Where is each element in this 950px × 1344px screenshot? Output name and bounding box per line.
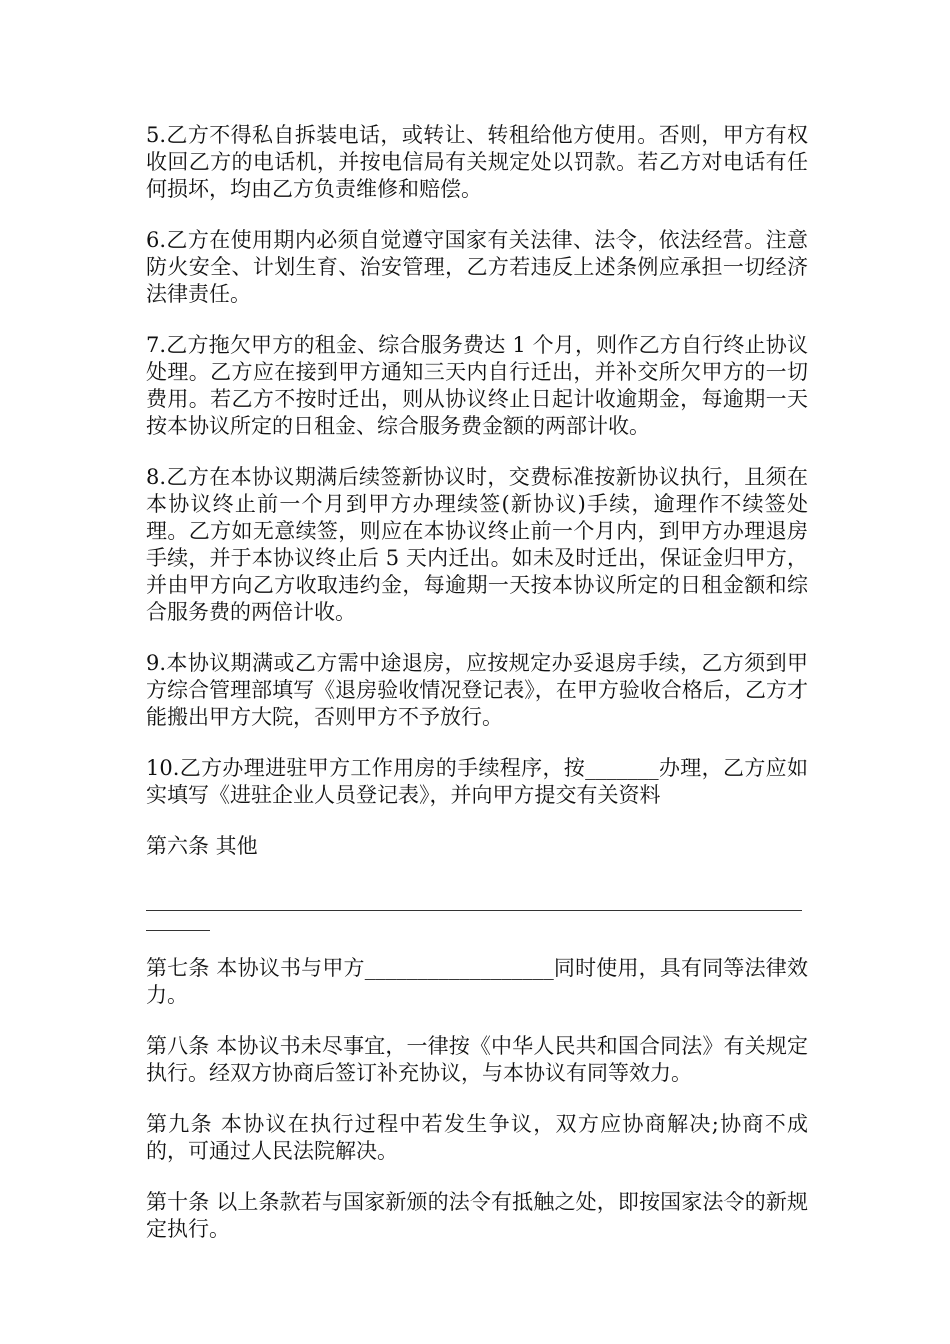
blank-line-continuation — [146, 930, 210, 931]
blank-fill-line — [146, 884, 808, 930]
clause-10: 10.乙方办理进驻甲方工作用房的手续程序，按_______办理，乙方应如实填写《进驻企业人员登记表》，并向甲方提交有关资料 — [146, 756, 808, 807]
blank-line-full — [146, 910, 802, 911]
clause-7: 7.乙方拖欠甲方的租金、综合服务费达 1 个月，则作乙方自行终止协议处理。乙方应在接到甲方通知三天内自行迁出，并补交所欠甲方的一切费用。若乙方不按时迁出，则从协议终止日起计收逾期金，每逾期一天按本协议所定的日租金、综合服务费金额的两部计收。 — [146, 333, 808, 438]
clause-9: 9.本协议期满或乙方需中途退房，应按规定办妥退房手续，乙方须到甲方综合管理部填写《退房验收情况登记表》，在甲方验收合格后，乙方才能搬出甲方大院，否则甲方不予放行。 — [146, 651, 808, 729]
document-body — [146, 122, 808, 1267]
article-9: 第九条 本协议在执行过程中若发生争议，双方应协商解决;协商不成的，可通过人民法院解决。 — [146, 1112, 808, 1163]
article-6-heading: 第六条 其他 — [146, 834, 258, 858]
article-8: 第八条 本协议书未尽事宜，一律按《中华人民共和国合同法》有关规定执行。经双方协商后签订补充协议，与本协议有同等效力。 — [146, 1034, 808, 1085]
article-7: 第七条 本协议书与甲方__________________同时使用，具有同等法律效力。 — [146, 956, 808, 1007]
article-10: 第十条 以上条款若与国家新颁的法令有抵触之处，即按国家法令的新规定执行。 — [146, 1190, 808, 1241]
clause-6: 6.乙方在使用期内必须自觉遵守国家有关法律、法令，依法经营。注意防火安全、计划生育、治安管理，乙方若违反上述条例应承担一切经济法律责任。 — [146, 228, 808, 306]
clause-5: 5.乙方不得私自拆装电话，或转让、转租给他方使用。否则，甲方有权收回乙方的电话机，并按电信局有关规定处以罚款。若乙方对电话有任何损坏，均由乙方负责维修和赔偿。 — [146, 123, 808, 201]
clause-8: 8.乙方在本协议期满后续签新协议时，交费标准按新协议执行，且须在本协议终止前一个月到甲方办理续签(新协议)手续，逾理作不续签处理。乙方如无意续签，则应在本协议终止前一个月内，到甲方办理退房手续，并于本协议终止后 5 天内迁出。如未及时迁出，保证金归甲方，并由甲方向乙方收取违约金，每逾期一天按本协议所定的日租金额和综合服务费的两倍计收。 — [146, 465, 808, 624]
